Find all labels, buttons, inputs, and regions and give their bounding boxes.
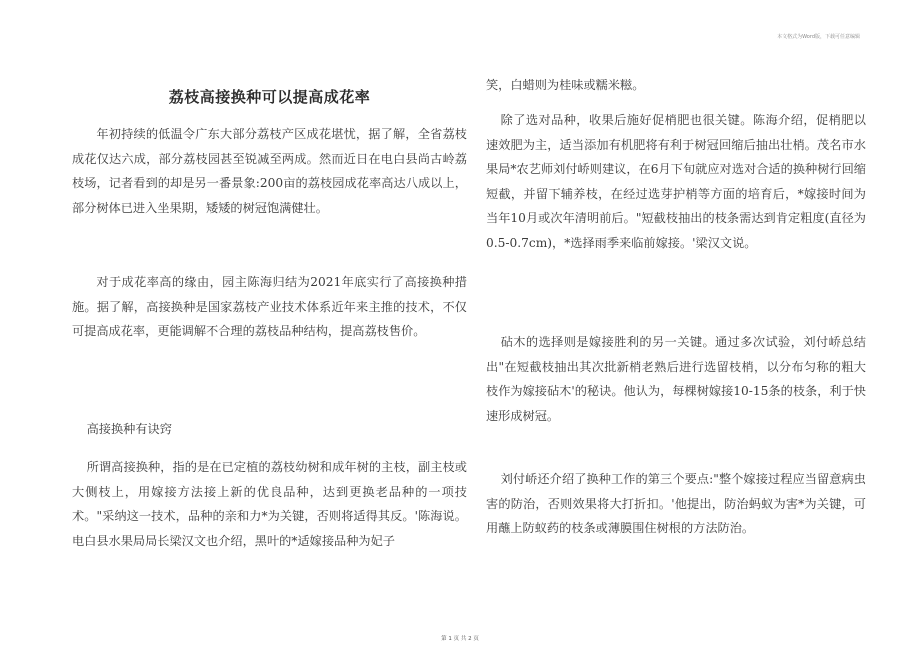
section-heading: 高接换种有诀窍 <box>86 422 172 436</box>
paragraph: 砧木的选择则是嫁接胜利的另一关键。通过多次试验，刘付峤总结出"在短截枝抽出其次批新梢老熟后进行选留枝梢，以分布匀称的粗大枝作为嫁接砧木'的秘诀。他认为，每棵树嫁接10-15条的枝条，利于快速形成树冠。 <box>486 335 866 423</box>
paragraph: 对于成花率高的缘由，园主陈海归结为2021年底实行了高接换种措施。据了解，高接换种是国家荔枝产业技术体系近年来主推的技术，不仅可提高成花率，更能调解不合理的荔枝品种结构，提高荔枝售价。 <box>72 275 467 339</box>
paragraph: 所谓高接换种，指的是在已定植的荔枝幼树和成年树的主枝，副主枝或大侧枝上，用嫁接方法接上新的优良品种，达到更换老品种的一项技术。"采纳这一技术，品种的亲和力*为关键，否则将适得其反。'陈海说。电白县水果局局长梁汉文也介绍，黑叶的*适嫁接品种为妃子 <box>72 460 467 548</box>
article-title: 荔枝高接换种可以提高成花率 <box>168 88 371 106</box>
paragraph: 除了选对品种，收果后施好促梢肥也很关键。陈海介绍，促梢肥以速效肥为主，适当添加有机肥将有利于树冠回缩后抽出壮梢。茂名市水果局*农艺师刘付峤则建议，在6月下旬就应对选对合适的换种树行回缩短截，并留下辅养枝，在经过选芽护梢等方面的培育后，*嫁接时间为当年10月或次年清明前后。"短截枝抽出的枝条需达到肯定粗度(直径为0.5-0.7cm)，*选择雨季来临前嫁接。'梁汉文说。 <box>486 113 866 250</box>
paragraph: 笑，白蜡则为桂味或糯米糍。 <box>486 78 645 92</box>
paragraph: 刘付峤还介绍了换种工作的第三个要点:"整个嫁接过程应当留意病虫害的防治，否则效果将大打折扣。'他提出，防治蚂蚁为害*为关键，可用蘸上防蚁药的枝条或薄膜围住树根的方法防治。 <box>486 472 866 536</box>
page-footer: 第 1 页 共 2 页 <box>441 636 479 642</box>
document-watermark: 本文格式为Word版，下载可任意编辑 <box>777 34 860 40</box>
paragraph: 年初持续的低温令广东大部分荔枝产区成花堪忧，据了解，全省荔枝成花仅达六成，部分荔枝园甚至锐减至两成。然而近日在电白县尚古岭荔枝场，记者看到的却是另一番景象:200亩的荔枝园成花率高达八成以上，部分树体已进入坐果期，矮矮的树冠饱满健壮。 <box>72 127 467 215</box>
